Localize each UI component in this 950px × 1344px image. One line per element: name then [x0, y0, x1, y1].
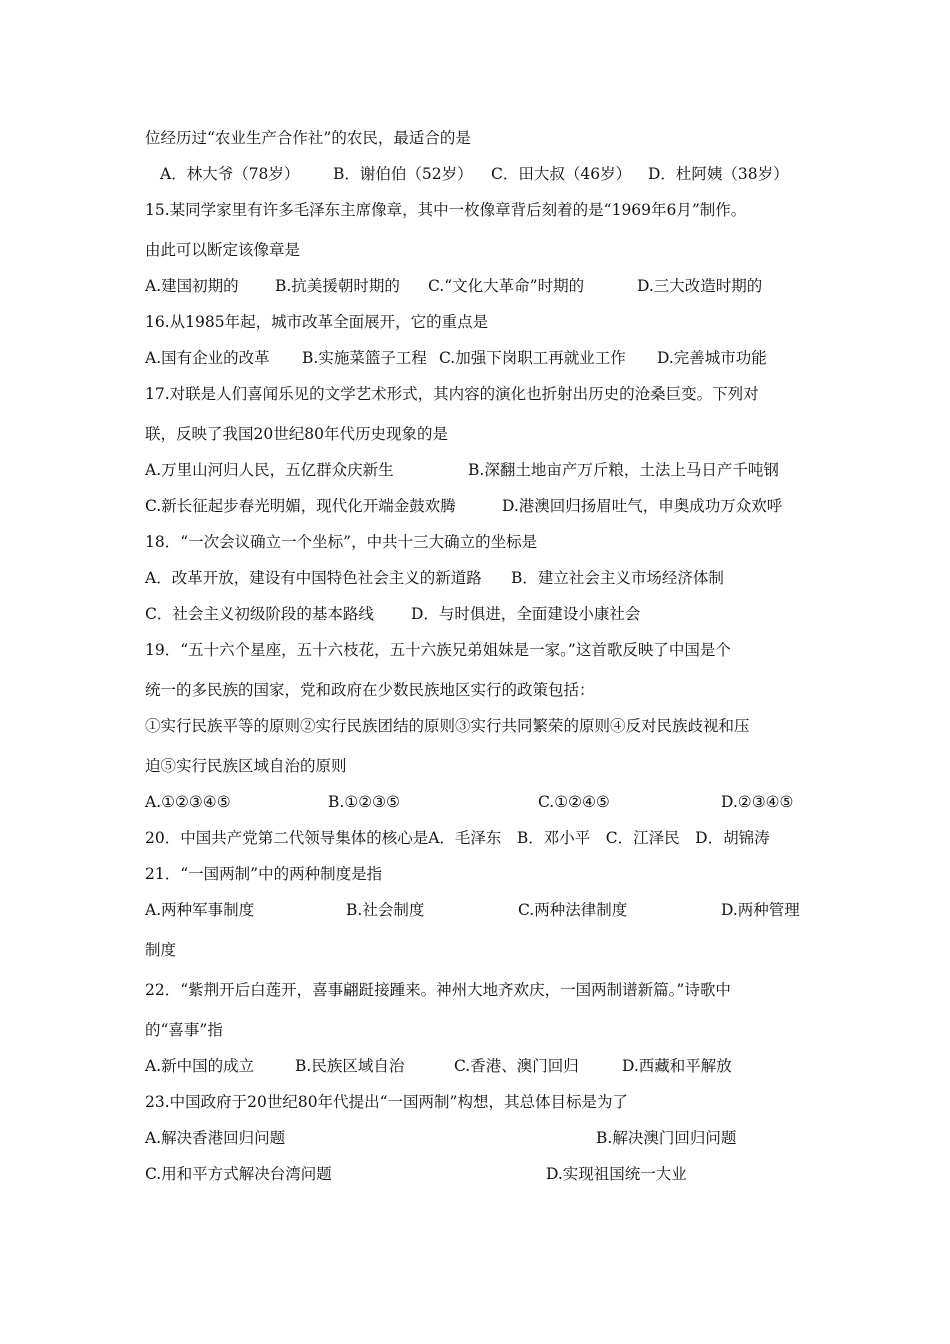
q23-option-d: D.实现祖国统一大业 — [546, 1165, 687, 1183]
q17-option-b: B.深翻土地亩产万斤粮，土法上马日产千吨钢 — [468, 461, 779, 479]
q15-stem-line1: 15.某同学家里有许多毛泽东主席像章，其中一枚像章背后刻着的是“1969年6月”制作。 — [145, 201, 747, 219]
q23-stem: 23.中国政府于20世纪80年代提出“一国两制”构想，其总体目标是为了 — [145, 1093, 628, 1111]
q21-option-b: B.社会制度 — [346, 901, 425, 919]
q16-option-b: B.实施菜篮子工程 — [302, 349, 427, 367]
q22-option-b: B.民族区域自治 — [295, 1057, 405, 1075]
q22-stem-line1: 22．“紫荆开后白莲开，喜事翩跹接踵来。神州大地齐欢庆，一国两制谱新篇。”诗歌中 — [145, 981, 731, 999]
q19-stem-line4: 迫⑤实行民族区域自治的原则 — [145, 757, 347, 775]
q17-option-a: A.万里山河归人民，五亿群众庆新生 — [145, 461, 394, 479]
q19-option-d: D.②③④⑤ — [721, 793, 794, 811]
q22-option-d: D.西藏和平解放 — [622, 1057, 732, 1075]
q17-stem-line2: 联，反映了我国20世纪80年代历史现象的是 — [145, 425, 448, 443]
q22-option-c: C.香港、澳门回归 — [454, 1057, 579, 1075]
q17-option-c: C.新长征起步春光明媚，现代化开端金鼓欢腾 — [145, 497, 456, 515]
q18-option-c: C．社会主义初级阶段的基本路线 — [145, 605, 374, 623]
q22-option-a: A.新中国的成立 — [145, 1057, 255, 1075]
q19-stem-line1: 19．“五十六个星座，五十六枝花，五十六族兄弟姐妹是一家。”这首歌反映了中国是个 — [145, 641, 731, 659]
q20-stem: 20．中国共产党第二代领导集体的核心是A．毛泽东 B．邓小平 C．江泽民 D．胡锦涛 — [145, 829, 770, 847]
q16-option-a: A.国有企业的改革 — [145, 349, 270, 367]
q18-option-b: B．建立社会主义市场经济体制 — [511, 569, 724, 587]
q21-option-a: A.两种军事制度 — [145, 901, 255, 919]
q14-continuation: 位经历过“农业生产合作社”的农民，最适合的是 — [145, 129, 471, 147]
q14-option-a: A．林大爷（78岁） — [160, 165, 300, 183]
q17-stem-line1: 17.对联是人们喜闻乐见的文学艺术形式，其内容的演化也折射出历史的沧桑巨变。下列对 — [145, 385, 759, 403]
q15-stem-line2: 由此可以断定该像章是 — [145, 241, 301, 259]
q14-option-c: C．田大叔（46岁） — [491, 165, 632, 183]
q15-option-c: C.“文化大革命”时期的 — [428, 277, 585, 295]
q15-option-a: A.建国初期的 — [145, 277, 239, 295]
q19-option-c: C.①②④⑤ — [538, 793, 610, 811]
q16-option-c: C.加强下岗职工再就业工作 — [439, 349, 626, 367]
q18-option-a: A．改革开放，建设有中国特色社会主义的新道路 — [145, 569, 482, 587]
q14-option-d: D．杜阿姨（38岁） — [648, 165, 789, 183]
q23-option-c: C.用和平方式解决台湾问题 — [145, 1165, 332, 1183]
q23-option-a: A.解决香港回归问题 — [145, 1129, 286, 1147]
q21-option-c: C.两种法律制度 — [518, 901, 628, 919]
q17-option-d: D.港澳回归扬眉吐气，申奥成功万众欢呼 — [502, 497, 783, 515]
q19-option-a: A.①②③④⑤ — [145, 793, 231, 811]
q21-stem: 21．“一国两制”中的两种制度是指 — [145, 865, 383, 883]
q21-option-d-cont: 制度 — [145, 941, 177, 959]
q21-option-d: D.两种管理 — [721, 901, 800, 919]
q19-stem-line2: 统一的多民族的国家，党和政府在少数民族地区实行的政策包括： — [145, 681, 595, 699]
q16-option-d: D.完善城市功能 — [657, 349, 767, 367]
q15-option-b: B.抗美援朝时期的 — [275, 277, 400, 295]
q19-stem-line3: ①实行民族平等的原则②实行民族团结的原则③实行共同繁荣的原则④反对民族歧视和压 — [145, 717, 750, 735]
q16-stem: 16.从1985年起，城市改革全面展开，它的重点是 — [145, 313, 489, 331]
q15-option-d: D.三大改造时期的 — [637, 277, 763, 295]
q23-option-b: B.解决澳门回归问题 — [596, 1129, 737, 1147]
q14-option-b: B．谢伯伯（52岁） — [333, 165, 473, 183]
q18-stem: 18．“一次会议确立一个坐标”，中共十三大确立的坐标是 — [145, 533, 538, 551]
q19-option-b: B.①②③⑤ — [328, 793, 400, 811]
q22-stem-line2: 的“喜事”指 — [145, 1021, 223, 1039]
q18-option-d: D．与时俱进，全面建设小康社会 — [411, 605, 641, 623]
